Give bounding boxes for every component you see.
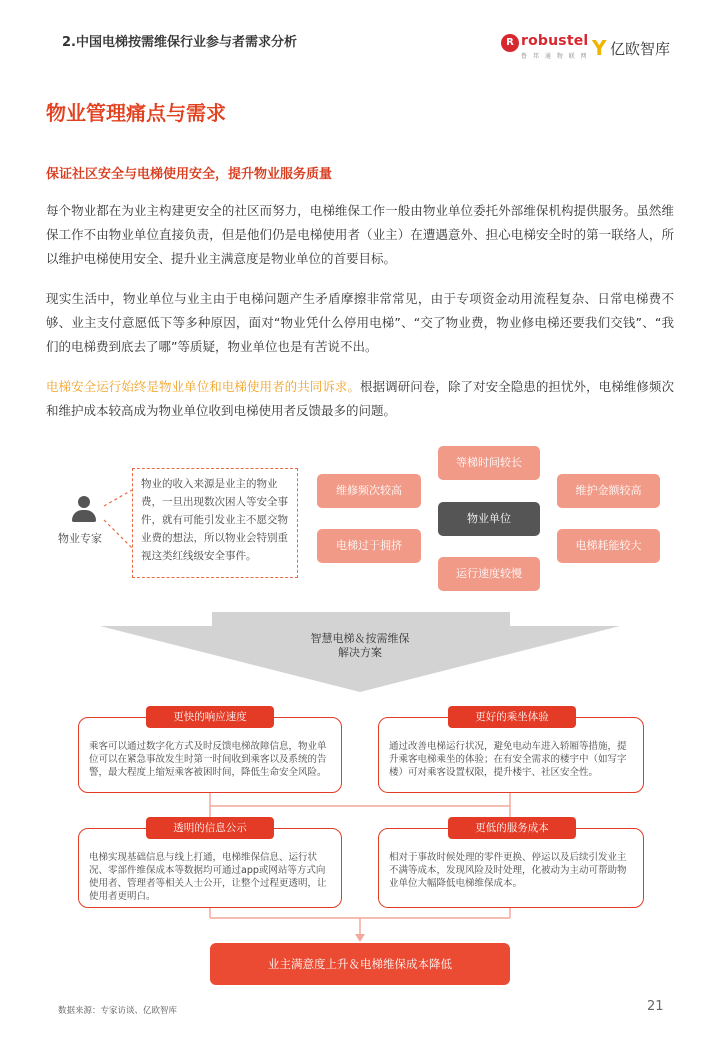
pain-point-energy: 电梯耗能较大: [557, 529, 660, 563]
card-transparency: [78, 828, 342, 908]
center-node-property: 物业单位: [438, 502, 540, 536]
paragraph-2: 现实生活中，物业单位与业主由于电梯问题产生矛盾摩擦非常常见，由于专项资金动用流程复杂、日常电梯费不够、业主支付意愿低下等多种原因，面对“物业凭什么停用电梯”、“交了物业费，物业修电梯还要我们交钱”、“我们的电梯费到底去了哪”等质疑，物业单位也是有苦说不出。: [46, 291, 674, 354]
paragraph-3-rest: 根据调研问卷，除了对安全隐患的担忧外，电梯维修频次和维护成本较高成为物业单位收到电梯使用者反馈最多的问题。: [46, 379, 674, 418]
card-text: 相对于事故时候处理的零件更换、停运以及后续引发业主不满等成本，发现风险及时处理，化被动为主动可帮助物业单位大幅降低电梯维保成本。: [389, 852, 627, 889]
person-icon-head: [78, 496, 90, 508]
page-number: 21: [647, 999, 664, 1014]
robustel-logo-icon: R: [501, 34, 519, 52]
card-text: 通过改善电梯运行状况，避免电动车进入轿厢等措施，提升乘客电梯乘坐的体验；在有安全需求的楼宇中（如写字楼）可对乘客设置权限，提升楼宇、社区安全性。: [389, 741, 627, 778]
person-icon-body: [72, 510, 96, 522]
card-tag-response-speed: 更快的响应速度: [146, 706, 274, 728]
paragraph-3-highlight: 电梯安全运行始终是物业单位和电梯使用者的共同诉求。: [46, 379, 361, 394]
pain-point-repair-frequency: 维修频次较高: [317, 474, 421, 508]
section-header: 2.中国电梯按需维保行业参与者需求分析: [62, 35, 297, 50]
card-response-speed: [78, 717, 342, 793]
solution-label: 智慧电梯＆按需维保 解决方案: [310, 632, 410, 659]
card-text: 乘客可以通过数字化方式及时反馈电梯故障信息，物业单位可以在紧急事故发生时第一时间收到乘客以及系统的告警，最大程度上缩短乘客被困时间，降低生命安全风险。: [89, 741, 327, 778]
page-title: 物业管理痛点与需求: [46, 101, 226, 125]
pain-point-maintenance-cost: 维护金额较高: [557, 474, 660, 508]
data-source: 数据来源：专家访谈、亿欧智库: [58, 1006, 178, 1016]
card-text: 电梯实现基础信息与线上打通，电梯维保信息、运行状况、零部件维保成本等数据均可通过app或网站等方式向使用者、管理者等相关人士公开，让整个过程更透明，让使用者更明白。: [89, 852, 327, 902]
card-ride-experience: [378, 717, 644, 793]
callout-line-top: [104, 490, 132, 506]
expert-label: 物业专家: [58, 532, 102, 545]
person-icon: [72, 496, 96, 526]
expert-quote: 物业的收入来源是业主的物业费，一旦出现数次困人等安全事件，就有可能引发业主不愿交物业费的想法，所以物业会特别重视这类红线级安全事件。: [132, 468, 298, 578]
callout-line-bottom: [104, 520, 132, 548]
card-tag-lower-cost: 更低的服务成本: [448, 817, 576, 839]
pain-point-crowded: 电梯过于拥挤: [317, 529, 421, 563]
connector-arrowhead: [355, 934, 365, 942]
subtitle: 保证社区安全与电梯使用安全，提升物业服务质量: [46, 167, 333, 182]
pain-point-slow-speed: 运行速度较慢: [438, 557, 540, 591]
paragraph-1: 每个物业都在为业主构建更安全的社区而努力，电梯维保工作一般由物业单位委托外部维保机构提供服务。虽然维保工作不由物业单位直接负责，但是他们仍是电梯使用者（业主）在遭遇意外、担心电梯安全时的第一联络人，所以维护电梯使用安全、提升业主满意度是物业单位的首要目标。: [46, 203, 674, 266]
robustel-logo-sub: 鲁 邦 通 物 联 网: [521, 53, 589, 60]
yiou-logo-name: 亿欧智库: [610, 40, 671, 58]
card-tag-transparency: 透明的信息公示: [146, 817, 274, 839]
card-tag-ride-experience: 更好的乘坐体验: [448, 706, 576, 728]
pain-point-wait-time: 等梯时间较长: [438, 446, 540, 480]
result-box: 业主满意度上升＆电梯维保成本降低: [210, 943, 510, 985]
card-lower-cost: [378, 828, 644, 908]
robustel-logo-name: robustel: [521, 33, 589, 49]
yiou-logo-icon: Y: [592, 36, 607, 60]
